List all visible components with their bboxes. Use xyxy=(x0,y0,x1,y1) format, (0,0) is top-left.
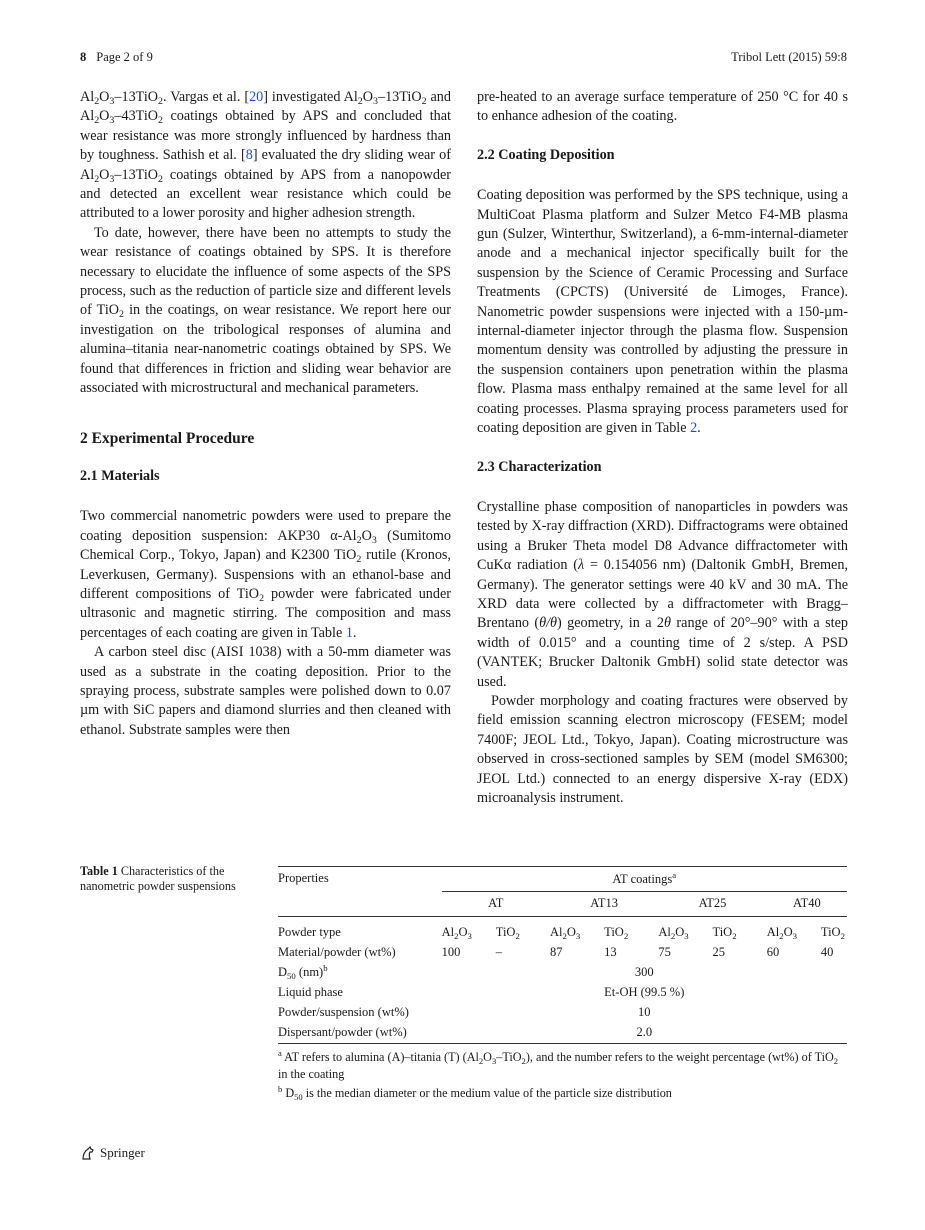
group-header: AT25 xyxy=(658,892,766,917)
table-footnote: $^b$ $D_{50}$ is the median diameter or the medium value of the particle size distribution xyxy=(278,1083,672,1102)
paragraph: Coating deposition was performed by the SPS technique, using a MultiCoat Plasma platform and Sulzer Metco F4-MB plasma gun (Sulzer, Winterthur, Switzerland), a 6-mm-internal-diameter anode and a mechanical injector specifically built for the suspension by the Science of Ceramic Processing and Surface Treatments (CPCTS) (Université de Limoges, France). Nanometric powder suspensions were injected with a 150-µm-internal-diameter injector through the plasma flow. Suspension momentum density was controlled by adjusting the pressure in the suspension containers upon penetration within the plasma flow. Plasma mass enthalpy remained at the same level for all coating processes. Plasma spraying process parameters used for coating deposition are given in Table 2. xyxy=(477,187,848,437)
citation-link[interactable]: 8 xyxy=(245,147,253,164)
characteristics-table xyxy=(278,866,847,1044)
publisher-name: Springer xyxy=(100,1145,145,1160)
springer-horse-icon xyxy=(80,1145,96,1161)
group-header: AT xyxy=(442,892,550,917)
paragraph: $Al_2O_3-13TiO_2$. Vargas et al. [20] investigated $Al_2O_3-13TiO_2$ and $Al_2O_3-43TiO_2$ coatings obtained by APS and concluded that wear resistance was more strongly influenced by hardness than by toughness. Sathish et al. [8] evaluated the dry sliding wear of $Al_2O_3-13TiO_2$ coatings obtained by APS from a nanopowder and detected an excellent wear resistance which could be attributed to a lower porosity and higher adhesion strength. xyxy=(80,89,451,222)
group-header: AT13 xyxy=(550,892,658,917)
citation-link[interactable]: 20 xyxy=(249,89,264,105)
paragraph: pre-heated to an average surface temperature of 250 °C for 40 s to enhance adhesion of the coating. xyxy=(477,89,848,125)
paragraph: Powder morphology and coating fractures were observed by field emission scanning electron microscopy (FESEM; model 7400F; JEOL Ltd., Tokyo, Japan). Coating microstructure was observed in cross-sectioned samples by SEM (model SM6300; JEOL Ltd.) connected to an energy dispersive X-ray (EDX) microanalysis instrument. xyxy=(477,692,848,806)
paragraph: A carbon steel disc (AISI 1038) with a 50-mm diameter was used as a substrate in the coating deposition. Prior to the spraying process, substrate samples were polished down to 0.07 µm with SiC papers and diamond slurries and then cleaned with ethanol. Substrate samples were then xyxy=(80,644,451,738)
subsection-heading: 2.3 Characterization xyxy=(477,458,602,475)
paragraph: Crystalline phase composition of nanoparticles in powders was tested by X-ray diffraction (XRD). Diffractograms were obtained using a Bruker Theta model D8 Advance diffractometer with CuKα radiation (λ = 0.154056 nm) (Daltonik GmbH, Bremen, Germany). The generator settings were 40 kV and 30 mA. The XRD data were collected by a diffractometer with Bragg–Brentano (θ/θ) geometry, in a 2θ range of 20°–90° with a step width of 0.015° and a counting time of 2 s/step. A PSD (VANTEK; Brucker Daltonik GmbH) solid state detector was used. xyxy=(477,498,848,690)
left-column xyxy=(80,88,451,740)
table-row: $D_{50}$ (nm)$^b$ 300 xyxy=(278,962,654,981)
publisher-footer xyxy=(80,1145,145,1161)
group-header: AT40 xyxy=(767,892,847,917)
table-row: Powder type $Al_2O_3$ TiO$_2$ $Al_2O_3$ TiO$_2$ $Al_2O_3$ TiO$_2$ $Al_2O_3$ TiO$_2$ xyxy=(278,925,845,941)
paragraph: To date, however, there have been no attempts to study the wear resistance of coatings obtained by SPS. It is therefore necessary to elucidate the influence of some aspects of the SPS process, such as the reduction of particle size and different levels of TiO$_2$ in the coatings, on wear resistance. We report here our investigation on the tribological responses of alumina and alumina–titania near-nanometric coatings obtained by SPS. We found that differences in friction and sliding wear behavior are associated with microstructural and mechanical parameters. xyxy=(80,224,452,397)
table-caption: Table 1 Characteristics of the nanometric powder suspensions xyxy=(80,864,236,893)
table-footnote: $^a$ AT refers to alumina (A)–titania (T) $(Al_2O_3-TiO_2)$, and the number refers to the weight percentage (wt%) of TiO$_2$ in the coating xyxy=(278,1047,839,1081)
table-header: Properties xyxy=(278,867,442,892)
table-header: AT coatings$^a$ xyxy=(442,867,847,892)
section-heading: 2 Experimental Procedure xyxy=(80,429,255,447)
table-link[interactable]: 1 xyxy=(345,624,353,641)
journal-citation: Tribol Lett (2015) 59:8 xyxy=(731,50,847,64)
paragraph: Two commercial nanometric powders were used to prepare the coating deposition suspension: AKP30 $\alpha-Al_2O_3$ (Sumitomo Chemical Corp., Tokyo, Japan) and K2300 TiO$_2$ rutile (Kronos, Leverkusen, Germany). Suspensions with an ethanol-base and different compositions of TiO$_2$ powder were fabricated under ultrasonic and magnetic stirring. The composition and mass percentages of each coating are given in Table 1. xyxy=(80,508,452,641)
table-row: Material/powder (wt%) 100 – 87 13 75 25 60 40 xyxy=(278,945,834,959)
table-row: Powder/suspension (wt%) 10 xyxy=(278,1005,651,1019)
page-of: Page 2 of 9 xyxy=(96,50,153,64)
page-header-left xyxy=(80,50,153,65)
right-column xyxy=(477,88,848,808)
subsection-heading: 2.2 Coating Deposition xyxy=(477,146,615,163)
table-link[interactable]: 2 xyxy=(690,420,698,437)
subsection-heading: 2.1 Materials xyxy=(80,467,160,484)
table-row: Liquid phase Et-OH (99.5 %) xyxy=(278,985,685,999)
page-number: 8 xyxy=(80,50,87,64)
table-row: Dispersant/powder (wt%) 2.0 xyxy=(278,1023,847,1044)
